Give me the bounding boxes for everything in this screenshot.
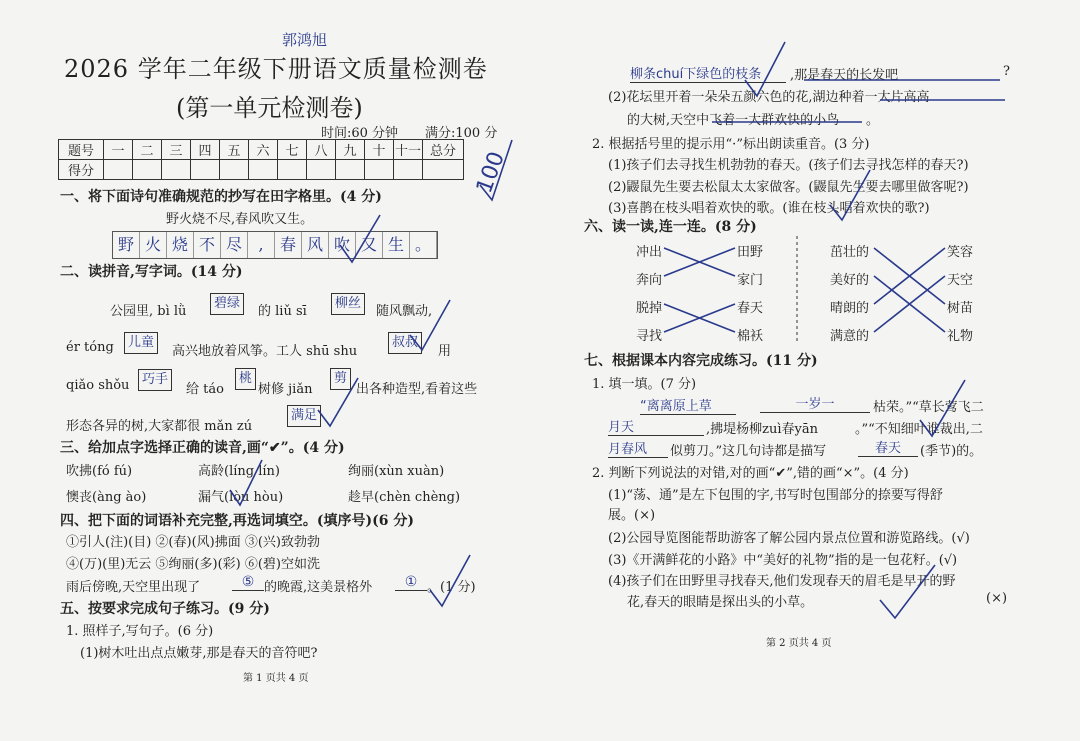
judge-item: (1)“荡、通”是左下包围的字,书写时包围部分的捺要写得舒 [608,488,943,503]
poem-fill: 月天 [608,416,704,436]
score-cell: 四 [191,140,220,160]
match-word: 冲出 [636,245,663,260]
score-mark: 100 [472,148,510,197]
answer-box: 儿童 [124,331,158,354]
grid-char: 不 [194,232,221,258]
pinyin-line-2b: 高兴地放着风筝。工人 shū shu [172,344,358,359]
exam-time: 时间:60 分钟 [321,126,399,141]
full-score: 满分:100 分 [425,126,498,141]
score-cell: 十一 [394,140,423,160]
match-word: 树苗 [947,301,974,316]
season-answer: 春天 [858,437,918,457]
grid-char: 尽 [221,232,248,258]
match-word: 满意的 [830,329,870,344]
score-cell: 题号 [59,140,104,160]
judge-item: (2)公园导览图能帮助游客了解公园内景点位置和游览路线。(√) [608,531,970,546]
match-line [874,276,945,332]
poem-line: 似剪刀。”这几句诗都是描写 [670,444,827,459]
tianzige-grid [112,231,438,259]
match-word: 脱掉 [636,301,663,316]
score-cell: 一 [104,140,133,160]
section-4-heading: 四、把下面的词语补充完整,再选词填空。(填序号)(6 分) [60,513,414,529]
section-3-heading: 三、给加点字选择正确的读音,画“✔”。(4 分) [60,440,345,456]
score-table-header-row [59,140,464,160]
score-cell: 八 [307,140,336,160]
grid-char: 春 [275,232,302,258]
sentence-task: 1. 照样子,写句子。(6 分) [66,624,214,639]
answer-box: 碧绿 [210,292,244,315]
match-line [664,304,735,332]
score-cell: 得分 [59,160,104,180]
poem-line: 。”“不知细叶谁裁出,二 [855,422,983,437]
section-1-heading: 一、将下面诗句准确规范的抄写在田字格里。(4 分) [60,189,382,205]
match-line [874,276,945,332]
judge-answer: (×) [986,591,1008,606]
reading-item: 高龄(líng lín) [198,464,280,479]
score-cell: 七 [278,140,307,160]
fill-answer: ① [395,574,427,591]
answer-box: 剪 [330,367,351,390]
pinyin-line-1a: 公园里, bì lǜ [110,304,187,319]
reading-item: 懊丧(àng ào) [66,490,147,505]
poem-line: 野火烧不尽,春风吹又生。 [166,212,314,227]
score-cell: 六 [249,140,278,160]
sentence-line: (2)花坛里开着一朵朵五颜六色的花,湖边种着一大片高高 [608,90,930,105]
stress-item: (3)喜鹊在枝头唱着欢快的歌。(谁在枝头唱着欢快的歌?) [608,201,930,216]
match-word: 礼物 [947,329,974,344]
answer-box: 叔叔 [388,331,422,354]
score-table [58,139,464,180]
word-fill-line-2: ④(万)(里)无云 ⑤绚丽(多)(彩) ⑥(碧)空如洗 [66,557,320,572]
page-footer: 第 1 页共 4 页 [243,673,309,684]
match-word: 寻找 [636,329,663,344]
pinyin-line-1b: 的 liǔ sī [258,304,307,319]
pinyin-line-1c: 随风飘动, [376,304,433,319]
poem-line: 枯荣。”“草长莺飞二 [873,400,984,415]
score-cell: 五 [220,140,249,160]
poem-fill: “离离原上草 [640,395,736,415]
score-cell: 九 [336,140,365,160]
match-word: 田野 [737,245,764,260]
sentence-tail: ? [1003,64,1010,79]
word-fill-line-3b: 的晚霞,这美景格外 [264,580,373,595]
stress-item: (2)鼹鼠先生要去松鼠太太家做客。(鼹鼠先生要去哪里做客呢?) [608,180,969,195]
section-5-heading: 五、按要求完成句子练习。(9 分) [60,601,270,617]
score-cell: 总分 [423,140,464,160]
written-sentence: 柳条chuí下绿色的枝条 [630,63,786,83]
word-fill-line-3c: 。(1 分) [427,580,476,595]
match-line [664,304,735,332]
match-word: 春天 [737,301,764,316]
stress-item: (1)孩子们去寻找生机勃勃的春天。(孩子们去寻找怎样的春天?) [608,158,969,173]
sentence-line: 的大树,天空中飞着一大群欢快的小鸟 [627,113,840,128]
grid-char: 烧 [167,232,194,258]
match-word: 棉袄 [737,329,764,344]
fill-answer: ⑤ [232,574,264,591]
pinyin-line-3b: 给 táo [186,382,224,397]
pinyin-line-3c: 树修 jiǎn [258,382,313,397]
page-footer: 第 2 页共 4 页 [766,638,832,649]
answer-box: 桃 [235,367,256,390]
sentence-line: 。 [866,113,880,128]
judge-item: (3)《开满鲜花的小路》中“美好的礼物”指的是一包花籽。(√) [608,553,958,568]
pinyin-line-2a: ér tóng [66,340,114,355]
score-cell: 二 [133,140,162,160]
match-word: 美好的 [830,273,870,288]
answer-box: 巧手 [138,368,172,391]
match-line [874,248,945,304]
match-word: 茁壮的 [830,245,870,260]
grid-char: 火 [140,232,167,258]
section-6-heading: 六、读一读,连一连。(8 分) [584,219,757,235]
match-word: 晴朗的 [830,301,870,316]
section-7-heading: 七、根据课本内容完成练习。(11 分) [584,353,818,369]
match-word: 笑容 [947,245,974,260]
poem-line: (季节)的。 [920,444,983,459]
score-table-score-row [59,160,464,180]
pinyin-line-3d: 出各种造型,看着这些 [356,382,478,397]
page-subtitle: (第一单元检测卷) [176,94,363,122]
sentence-example: (1)树木吐出点点嫩芽,那是春天的音符吧? [80,646,318,661]
grid-char: 生 [383,232,410,258]
judge-item: (4)孩子们在田野里寻找春天,他们发现春天的眉毛是早开的野 [608,574,956,589]
match-word: 奔向 [636,273,663,288]
grid-char: 野 [113,232,140,258]
page-title: 2026 学年二年级下册语文质量检测卷 [64,55,488,83]
stress-task: 2. 根据括号里的提示用“·”标出朗读重音。(3 分) [592,137,870,152]
grid-char: 。 [410,232,437,258]
reading-item: 漏气(lòu hòu) [198,490,284,505]
pinyin-line-3a: qiǎo shǒu [66,378,130,393]
judge-item: 花,春天的眼睛是探出头的小草。 [627,595,814,610]
fill-task: 1. 填一填。(7 分) [592,377,697,392]
match-line [664,248,735,276]
match-line [874,248,945,304]
reading-item: 吹拂(fó fú) [66,464,133,479]
word-fill-line-3a: 雨后傍晚,天空里出现了 [66,580,201,595]
poem-line: ,拂堤杨柳zuì春yān [706,422,818,437]
match-word: 天空 [947,273,974,288]
section-2-heading: 二、读拼音,写字词。(14 分) [60,264,243,280]
answer-box: 满足 [287,404,321,427]
poem-fill: 一岁一 [760,393,870,413]
pinyin-line-4: 形态各异的树,大家都很 mǎn zú [66,419,253,434]
judge-item: 展。(×) [608,508,656,523]
pinyin-line-2c: 用 [438,344,452,359]
match-word: 家门 [737,273,764,288]
word-fill-line-1: ①引人(注)(目) ②(春)(风)拂面 ③(兴)致勃勃 [66,535,320,550]
match-line [664,248,735,276]
sentence-tail: ,那是春天的长发吧 [790,68,899,83]
grid-char: , [248,232,275,258]
answer-box: 柳丝 [331,292,365,315]
poem-fill: 月春风 [608,438,668,458]
grid-char: 又 [356,232,383,258]
judge-task: 2. 判断下列说法的对错,对的画“✔”,错的画“×”。(4 分) [592,466,909,481]
score-cell: 三 [162,140,191,160]
grid-char: 吹 [329,232,356,258]
reading-item: 绚丽(xùn xuàn) [348,464,445,479]
grid-char: 风 [302,232,329,258]
student-name: 郭鸿旭 [282,31,328,49]
score-cell: 十 [365,140,394,160]
reading-item: 趁早(chèn chèng) [348,490,461,505]
